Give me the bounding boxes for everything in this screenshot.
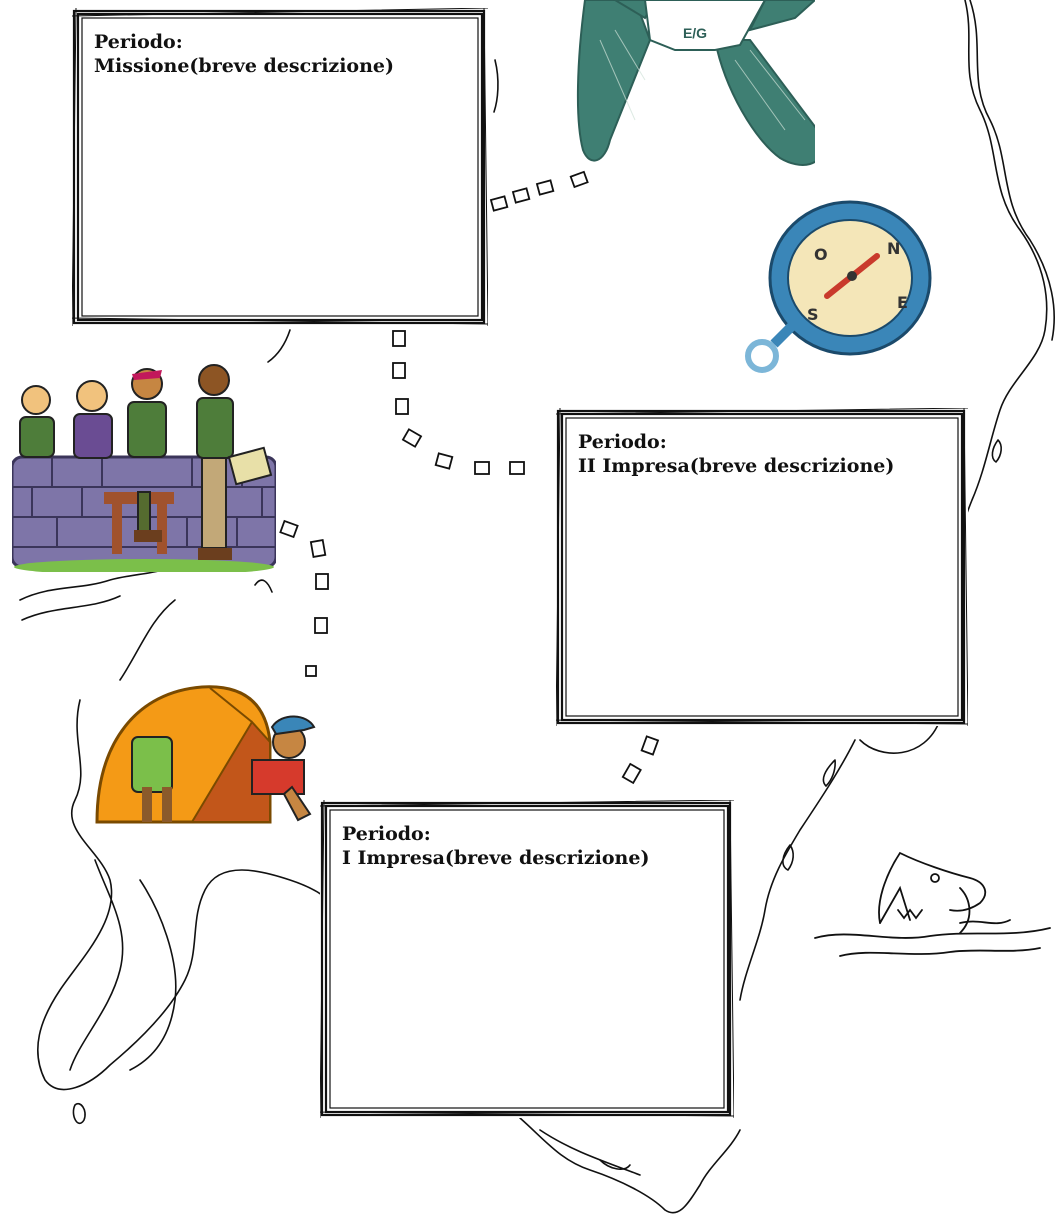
impresa2-box <box>556 408 968 726</box>
compass-icon <box>732 196 964 380</box>
missione-desc-label: Missione(breve descrizione) <box>94 55 394 77</box>
missione-box <box>72 8 488 326</box>
compass-letter-e: E <box>897 293 908 312</box>
badge-center-text: E/G <box>682 25 708 41</box>
tent-scout-illustration <box>92 682 318 832</box>
impresa1-periodo-label: Periodo: <box>342 823 431 845</box>
impresa2-periodo-label: Periodo: <box>578 431 667 453</box>
scout-badge-icon <box>575 0 815 168</box>
impresa1-box <box>320 800 734 1118</box>
compass-letter-n: N <box>887 239 901 258</box>
impresa1-desc-label: I Impresa(breve descrizione) <box>342 847 650 869</box>
impresa2-desc-label: II Impresa(breve descrizione) <box>578 455 895 477</box>
missione-periodo-label: Periodo: <box>94 31 183 53</box>
compass-letter-o: O <box>814 245 828 264</box>
compass-letter-s: S <box>807 305 819 324</box>
scouts-on-wall-illustration <box>12 362 276 572</box>
shark-illustration <box>810 848 1055 978</box>
